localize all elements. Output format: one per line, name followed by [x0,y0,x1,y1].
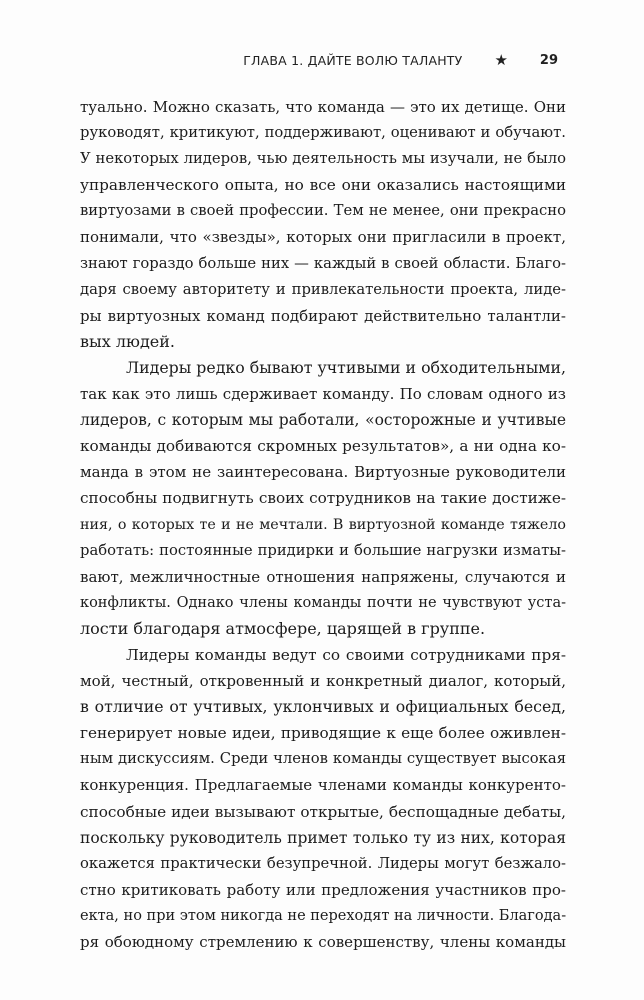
page-number: 29 [539,52,558,68]
chapter-title: ГЛАВА 1. ДАЙТЕ ВОЛЮ ТАЛАНТУ [243,52,463,68]
text-line: окажется практически безупречной. Лидеры могут безжало- [80,854,566,872]
running-header [80,46,558,74]
text-line: лидеров, с которым мы работали, «осторожные и учтивые [80,411,566,430]
text-line: способные идеи вызывают открытые, беспощадные дебаты, [80,802,566,821]
text-line: вают, межличностные отношения напряжены, случаются и [80,567,566,586]
text-line: поскольку руководитель примет только ту из них, которая [80,828,566,847]
text-line: конкуренция. Предлагаемые членами команды конкуренто- [80,776,566,795]
text-line: мой, честный, откровенный и конкретный диалог, который, [80,672,566,691]
paragraph-1 [80,94,566,355]
text-line: туально. Можно сказать, что команда — это их детище. Они [80,98,566,116]
text-line: У некоторых лидеров, чью деятельность мы изучали, не было [80,150,566,168]
paragraph-2 [80,355,566,642]
paragraph-3 [80,642,566,955]
text-line: конфликты. Однако члены команды почти не чувствуют уста- [80,594,566,611]
text-line: ры виртуозных команд подбирают действительно талантли- [80,306,566,325]
text-line: понимали, что «звезды», которых они пригласили в проект, [80,228,566,247]
text-line: генерирует новые идеи, приводящие к еще более оживлен- [80,724,566,743]
star-icon: ★ [494,50,508,69]
text-line: работать: постоянные придирки и большие нагрузки изматы- [80,541,566,559]
text-line: вых людей. [80,331,176,351]
text-line: ния, о которых те и не мечтали. В виртуозной команде тяжело [80,516,566,533]
body-text [80,94,566,955]
text-line: команды добиваются скромных результатов», а ни одна ко- [80,437,566,456]
text-line: руководят, критикуют, поддерживают, оценивают и обучают. [80,124,566,142]
text-line: Лидеры редко бывают учтивыми и обходительными, [126,357,566,377]
text-line: ря обоюдному стремлению к совершенству, члены команды [80,933,566,951]
text-line: управленческого опыта, но все они оказались настоящими [80,176,566,195]
text-line: стно критиковать работу или предложения участников про- [80,880,566,899]
text-line: в отличие от учтивых, уклончивых и официальных бесед, [80,697,566,717]
text-line: даря своему авторитету и привлекательности проекта, лиде- [80,280,566,298]
text-line: знают гораздо больше них — каждый в своей области. Благо- [80,254,566,272]
text-line: так как это лишь сдерживает команду. По словам одного из [80,385,566,404]
text-line: виртуозами в своей профессии. Тем не менее, они прекрасно [80,202,566,220]
text-line: способны подвигнуть своих сотрудников на такие достиже- [80,489,566,508]
text-line: Лидеры команды ведут со своими сотрудниками пря- [126,645,566,664]
text-line: екта, но при этом никогда не переходят на личности. Благода- [80,907,567,924]
text-line: лости благодаря атмосфере, царящей в группе. [80,618,486,638]
text-line: ным дискуссиям. Среди членов команды существует высокая [80,750,566,768]
text-line: манда в этом не заинтересована. Виртуозные руководители [80,463,566,482]
